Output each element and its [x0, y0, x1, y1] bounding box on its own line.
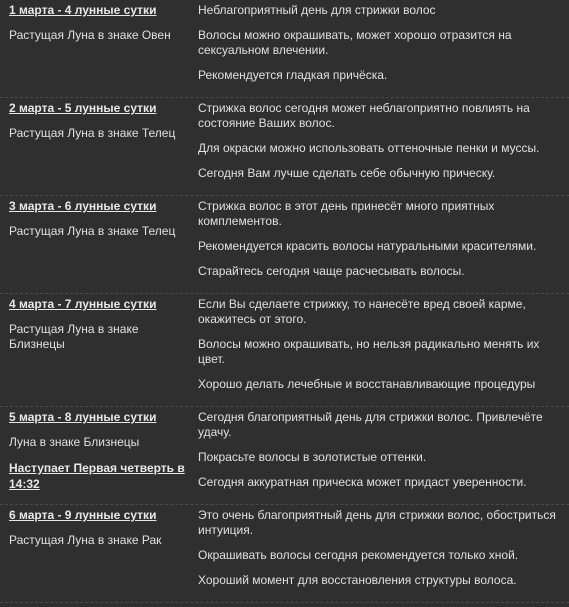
- coloring-tip: Покрасьте волосы в золотистые оттенки.: [198, 450, 427, 464]
- day-row: [0, 294, 569, 407]
- moon-phase-link[interactable]: Наступает Первая четверть в 14:32: [9, 461, 185, 491]
- day-info: [0, 0, 188, 97]
- day-date-link[interactable]: 2 марта - 5 лунные сутки: [9, 101, 157, 115]
- day-info: [0, 196, 188, 293]
- haircut-tip: Стрижка волос в этот день принесёт много приятных комплементов.: [198, 199, 495, 228]
- haircut-tip: Стрижка волос сегодня может неблагоприятно повлиять на состояние Ваших волос.: [198, 101, 530, 130]
- day-info: [0, 294, 188, 406]
- day-date-link[interactable]: 1 марта - 4 лунные сутки: [9, 3, 157, 17]
- moon-sign: Растущая Луна в знаке Близнецы: [9, 322, 139, 351]
- moon-sign: Растущая Луна в знаке Овен: [9, 28, 171, 42]
- styling-tip: Рекомендуется гладкая причёска.: [198, 68, 388, 82]
- day-date-link[interactable]: 5 марта - 8 лунные сутки: [9, 410, 157, 424]
- haircut-tip: Сегодня благоприятный день для стрижки волос. Привлечёте удачу.: [198, 410, 543, 439]
- moon-sign: Растущая Луна в знаке Рак: [9, 533, 162, 547]
- coloring-tip: Волосы можно окрашивать, но нельзя радикально менять их цвет.: [198, 337, 540, 366]
- haircut-tip: Неблагоприятный день для стрижки волос: [198, 3, 436, 17]
- styling-tip: Хороший момент для восстановления структуры волоса.: [198, 573, 517, 587]
- day-row: [0, 505, 569, 603]
- day-tips: [188, 294, 569, 406]
- moon-sign: Растущая Луна в знаке Телец: [9, 126, 176, 140]
- day-info: [0, 407, 188, 504]
- day-tips: [188, 196, 569, 293]
- coloring-tip: Окрашивать волосы сегодня рекомендуется только хной.: [198, 548, 519, 562]
- day-info: [0, 505, 188, 602]
- coloring-tip: Рекомендуется красить волосы натуральными красителями.: [198, 239, 537, 253]
- day-info: [0, 98, 188, 195]
- moon-sign: Растущая Луна в знаке Телец: [9, 224, 176, 238]
- day-date-link[interactable]: 6 марта - 9 лунные сутки: [9, 508, 157, 522]
- day-row: [0, 98, 569, 196]
- day-tips: [188, 505, 569, 602]
- coloring-tip: Волосы можно окрашивать, может хорошо отразится на сексуальном влечении.: [198, 28, 512, 57]
- day-tips: [188, 0, 569, 97]
- day-date-link[interactable]: 4 марта - 7 лунные сутки: [9, 297, 157, 311]
- styling-tip: Сегодня Вам лучше сделать себе обычную прическу.: [198, 166, 496, 180]
- day-date-link[interactable]: 3 марта - 6 лунные сутки: [9, 199, 157, 213]
- day-row: [0, 407, 569, 505]
- day-tips: [188, 407, 569, 504]
- haircut-tip: Если Вы сделаете стрижку, то нанесёте вред своей карме, окажитесь от этого.: [198, 297, 526, 326]
- day-tips: [188, 98, 569, 195]
- day-row: [0, 0, 569, 98]
- styling-tip: Сегодня аккуратная прическа может придаст уверенности.: [198, 475, 527, 489]
- day-row: [0, 196, 569, 294]
- styling-tip: Старайтесь сегодня чаще расчесывать волосы.: [198, 264, 465, 278]
- haircut-tip: Это очень благоприятный день для стрижки волос, обостриться интуиция.: [198, 508, 556, 537]
- coloring-tip: Для окраски можно использовать оттеночные пенки и муссы.: [198, 141, 540, 155]
- moon-sign: Луна в знаке Близнецы: [9, 435, 140, 449]
- styling-tip: Хорошо делать лечебные и восстанавливающие процедуры: [198, 377, 536, 391]
